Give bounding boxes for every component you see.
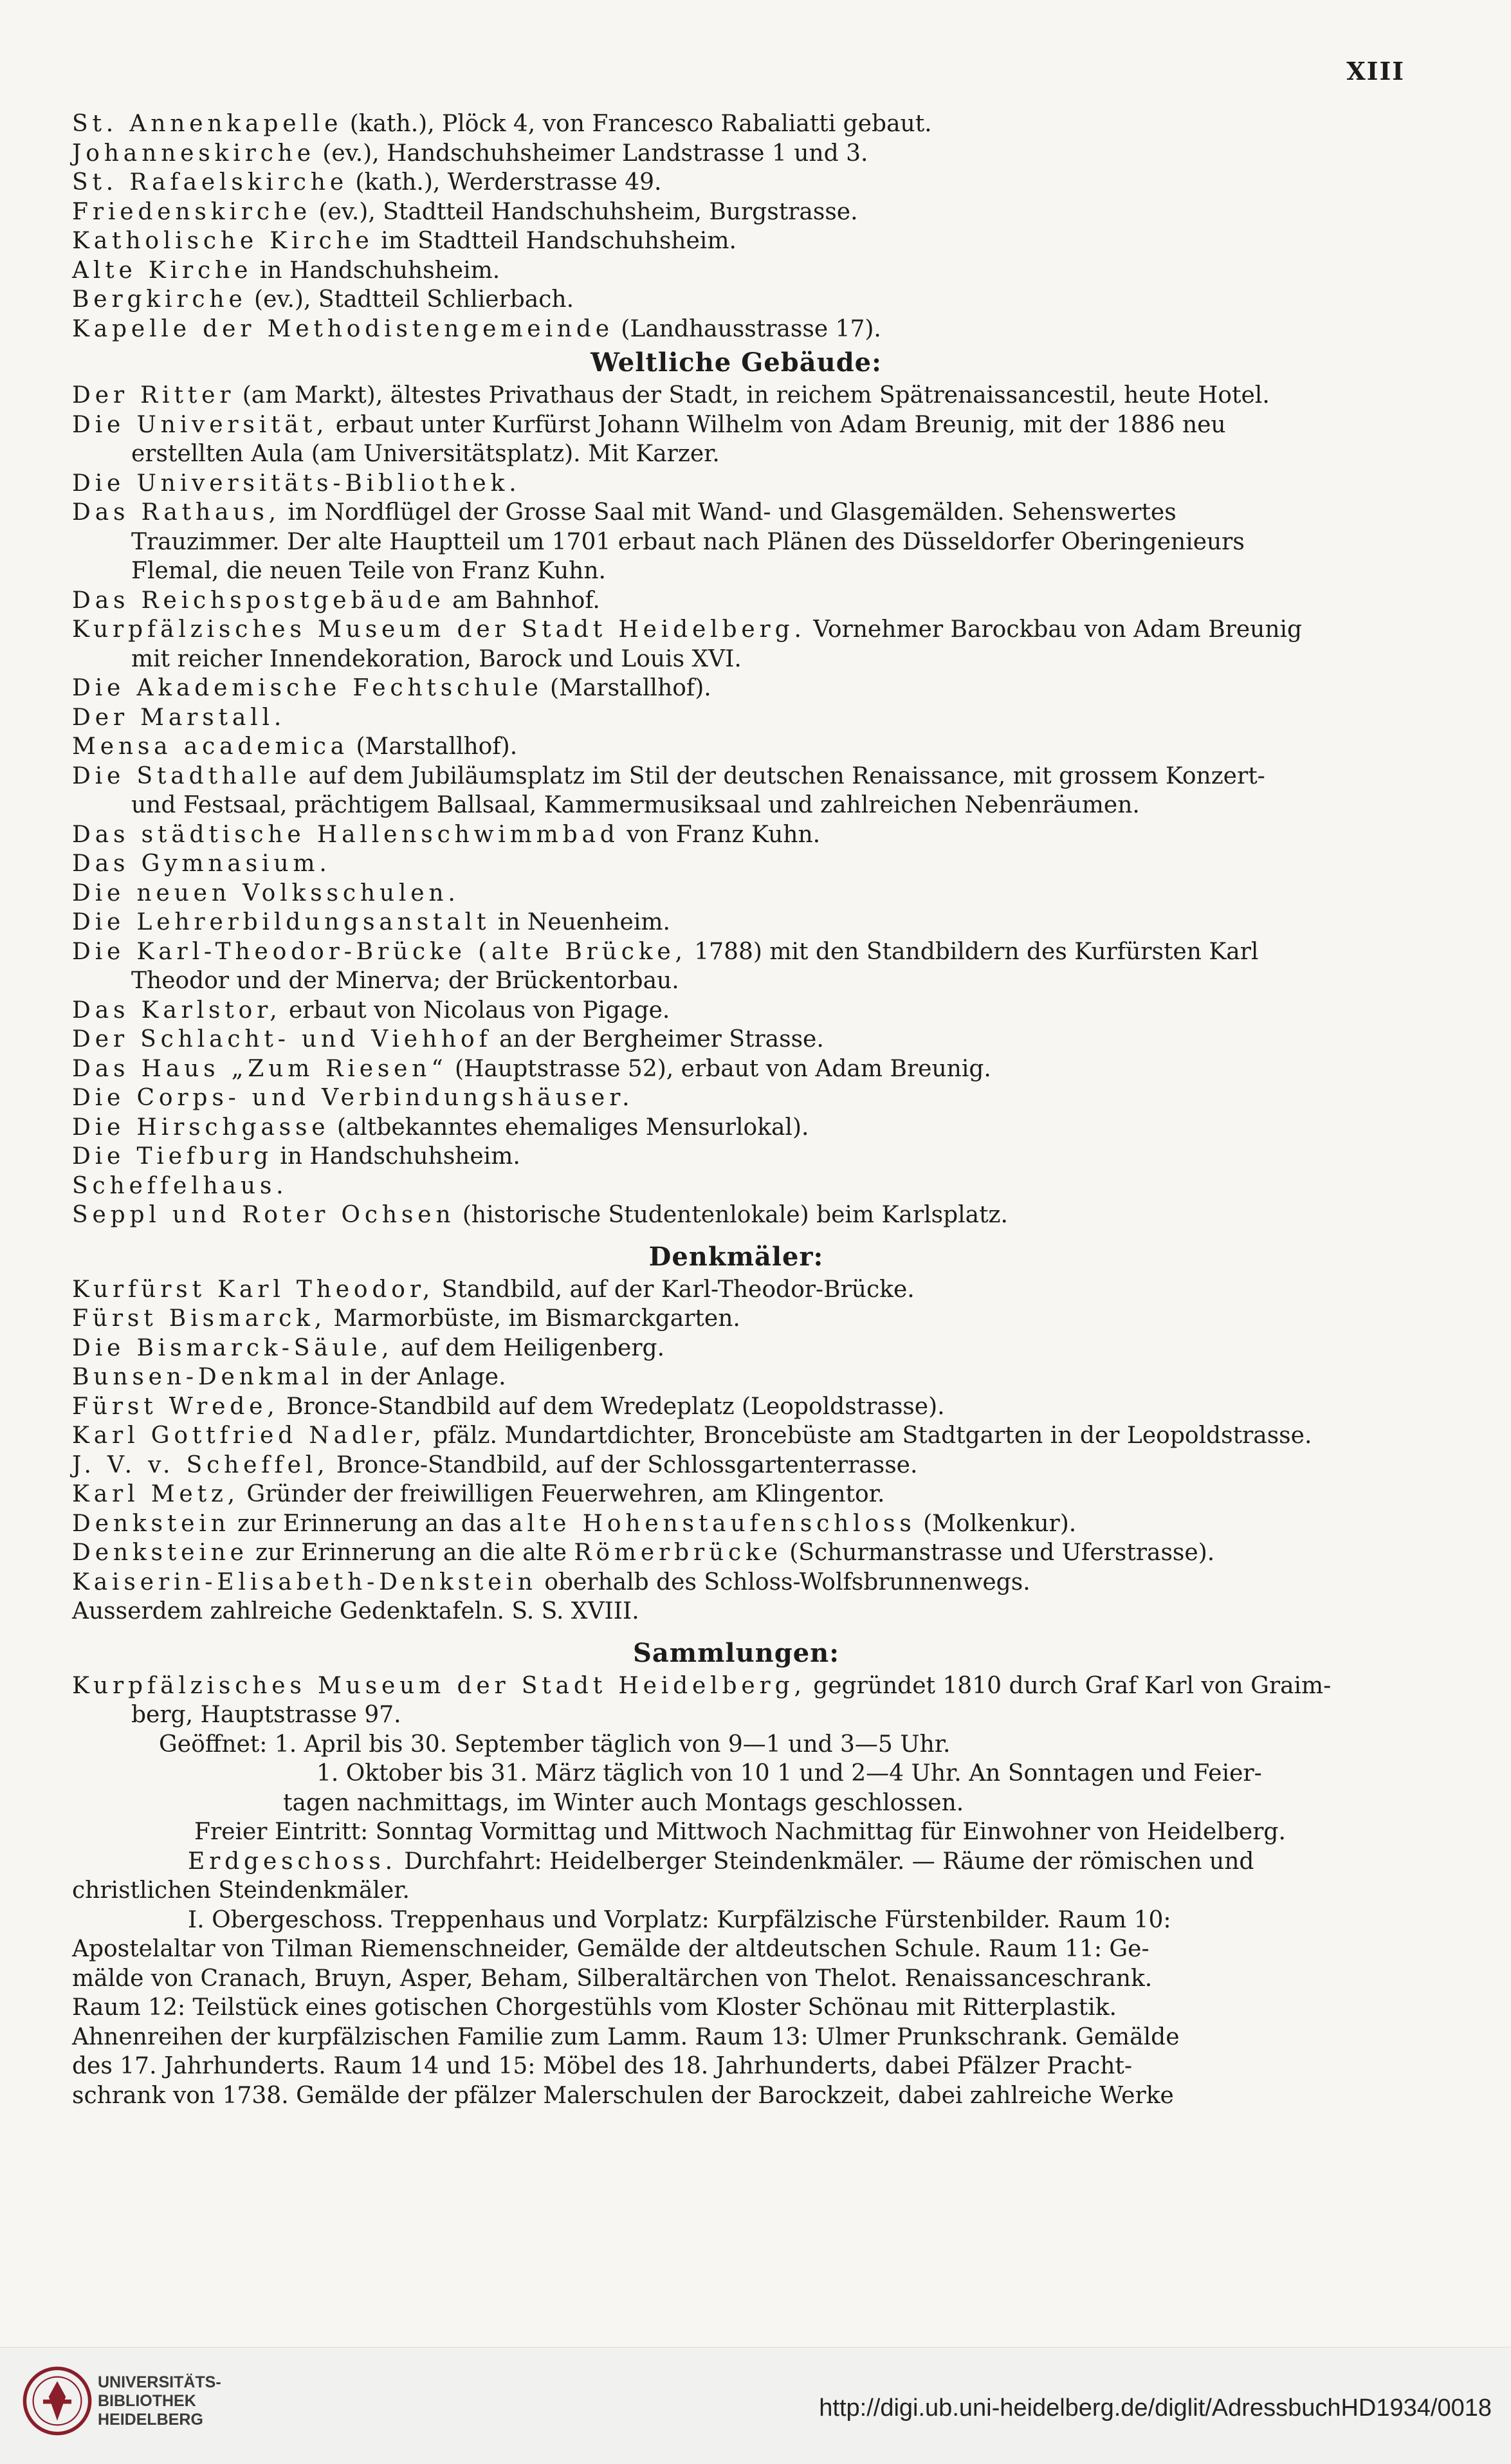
opening-hours: Geöffnet: 1. April bis 30. September täglich von 9—1 und 3—5 Uhr. bbox=[159, 1731, 951, 1758]
list-item: St. Rafaelskirche (kath.), Werderstrasse 49. bbox=[72, 169, 662, 196]
section-heading-secular: Weltliche Gebäude: bbox=[591, 347, 882, 378]
monuments-list bbox=[72, 1275, 1400, 1626]
list-item: Friedenskirche (ev.), Stadtteil Handschuhsheim, Burgstrasse. bbox=[72, 198, 858, 225]
list-item: Kaiserin-Elisabeth-Denkstein oberhalb des Schloss-Wolfsbrunnenwegs. bbox=[72, 1568, 1030, 1595]
list-item: Seppl und Roter Ochsen (historische Studentenlokale) beim Karlsplatz. bbox=[72, 1202, 1008, 1228]
list-item: Alte Kirche in Handschuhsheim. bbox=[72, 257, 500, 284]
list-item: Die Hirschgasse (altbekanntes ehemaliges Mensurlokal). bbox=[72, 1114, 809, 1141]
list-item-continuation: mit reicher Innendekoration, Barock und Louis XVI. bbox=[131, 645, 742, 672]
list-item: Bergkirche (ev.), Stadtteil Schlierbach. bbox=[72, 286, 574, 313]
list-item: Die Universität, erbaut unter Kurfürst Johann Wilhelm von Adam Breunig, mit der 1886 neu bbox=[72, 411, 1226, 438]
list-item: St. Annenkapelle (kath.), Plöck 4, von Francesco Rabaliatti gebaut. bbox=[72, 111, 932, 137]
list-item: Ausserdem zahlreiche Gedenktafeln. S. S. XVIII. bbox=[72, 1598, 639, 1624]
list-item: Karl Gottfried Nadler, pfälz. Mundartdichter, Broncebüste am Stadtgarten in der Leopoldstrasse. bbox=[72, 1422, 1312, 1449]
opening-hours: 1. Oktober bis 31. März täglich von 10 1 und 2—4 Uhr. An Sonntagen und Feier- bbox=[316, 1760, 1262, 1787]
list-item: Das Haus „Zum Riesen“ (Hauptstrasse 52), erbaut von Adam Breunig. bbox=[72, 1055, 991, 1082]
list-item: Kapelle der Methodistengemeinde (Landhausstrasse 17). bbox=[72, 315, 881, 342]
list-item: Kurpfälzisches Museum der Stadt Heidelberg. Vornehmer Barockbau von Adam Breunig bbox=[72, 616, 1303, 643]
list-item: Die neuen Volksschulen. bbox=[72, 879, 460, 906]
page-content bbox=[72, 109, 1400, 2110]
floor-description: Ahnenreihen der kurpfälzischen Familie zum Lamm. Raum 13: Ulmer Prunkschrank. Gemälde bbox=[72, 2023, 1180, 2050]
page-number: XIII bbox=[1346, 57, 1405, 86]
secular-list bbox=[72, 381, 1400, 1230]
section-heading-monuments: Denkmäler: bbox=[648, 1241, 824, 1272]
free-entry: Freier Eintritt: Sonntag Vormittag und Mittwoch Nachmittag für Einwohner von Heidelberg. bbox=[194, 1819, 1286, 1845]
list-item: Das Gymnasium. bbox=[72, 850, 331, 877]
list-item-continuation: Flemal, die neuen Teile von Franz Kuhn. bbox=[131, 558, 606, 584]
ground-floor: Erdgeschoss. Durchfahrt: Heidelberger Steindenkmäler. — Räume der römischen und bbox=[188, 1848, 1254, 1875]
list-item: Mensa academica (Marstallhof). bbox=[72, 733, 518, 760]
list-item: Die Lehrerbildungsanstalt in Neuenheim. bbox=[72, 909, 670, 935]
university-seal-icon bbox=[22, 2366, 93, 2436]
list-item: Katholische Kirche im Stadtteil Handschuhsheim. bbox=[72, 228, 737, 254]
list-item: Bunsen-Denkmal in der Anlage. bbox=[72, 1364, 506, 1390]
list-item-continuation: erstellten Aula (am Universitätsplatz). Mit Karzer. bbox=[131, 441, 720, 467]
list-item: Das Reichspostgebäude am Bahnhof. bbox=[72, 587, 600, 614]
list-item: Die Tiefburg in Handschuhsheim. bbox=[72, 1143, 520, 1170]
collections-block bbox=[72, 1671, 1400, 2111]
list-item: Der Schlacht- und Viehhof an der Bergheimer Strasse. bbox=[72, 1026, 824, 1053]
floor-description: des 17. Jahrhunderts. Raum 14 und 15: Möbel des 18. Jahrhunderts, dabei Pfälzer Pracht- bbox=[72, 2053, 1133, 2079]
list-item: Karl Metz, Gründer der freiwilligen Feuerwehren, am Klingentor. bbox=[72, 1481, 885, 1507]
list-item-continuation: Theodor und der Minerva; der Brückentorbau. bbox=[131, 968, 679, 994]
list-item: Fürst Bismarck, Marmorbüste, im Bismarckgarten. bbox=[72, 1305, 740, 1332]
ground-floor-continuation: christlichen Steindenkmäler. bbox=[72, 1877, 410, 1904]
list-item: Das Rathaus, im Nordflügel der Grosse Saal mit Wand- und Glasgemälden. Sehenswertes bbox=[72, 499, 1177, 526]
list-item: Das städtische Hallenschwimmbad von Franz Kuhn. bbox=[72, 821, 821, 848]
list-item: Johanneskirche (ev.), Handschuhsheimer Landstrasse 1 und 3. bbox=[72, 140, 868, 167]
list-item: Die Bismarck-Säule, auf dem Heiligenberg. bbox=[72, 1334, 665, 1361]
list-item: Die Stadthalle auf dem Jubiläumsplatz im Stil der deutschen Renaissance, mit grossem Konzert- bbox=[72, 762, 1265, 789]
churches-list bbox=[72, 109, 1400, 344]
list-item-continuation: und Festsaal, prächtigem Ballsaal, Kammermusiksaal und zahlreichen Nebenräumen. bbox=[131, 792, 1140, 818]
floor-description: mälde von Cranach, Bruyn, Asper, Beham, Silberaltärchen von Thelot. Renaissanceschrank. bbox=[72, 1965, 1153, 1992]
list-item: Denkstein zur Erinnerung an das alte Hohenstaufenschloss (Molkenkur). bbox=[72, 1510, 1077, 1537]
list-item-continuation: Trauzimmer. Der alte Hauptteil um 1701 erbaut nach Plänen des Düsseldorfer Oberingenieurs bbox=[131, 528, 1245, 555]
source-url-link[interactable]: http://digi.ub.uni-heidelberg.de/diglit/AdressbuchHD1934/0018 bbox=[819, 2395, 1492, 2422]
list-item: J. V. v. Scheffel, Bronce-Standbild, auf der Schlossgartenterrasse. bbox=[72, 1451, 918, 1478]
list-item-continuation: berg, Hauptstrasse 97. bbox=[131, 1702, 401, 1728]
list-item: Der Marstall. bbox=[72, 704, 286, 731]
list-item: Die Corps- und Verbindungshäuser. bbox=[72, 1085, 634, 1111]
list-item: Die Karl-Theodor-Brücke (alte Brücke, 1788) mit den Standbildern des Kurfürsten Karl bbox=[72, 938, 1259, 965]
floor-description: schrank von 1738. Gemälde der pfälzer Malerschulen der Barockzeit, dabei zahlreiche Werke bbox=[72, 2082, 1174, 2109]
list-item: Das Karlstor, erbaut von Nicolaus von Pigage. bbox=[72, 997, 670, 1024]
list-item: Die Universitäts-Bibliothek. bbox=[72, 470, 521, 497]
list-item: Denksteine zur Erinnerung an die alte Römerbrücke (Schurmanstrasse und Uferstrasse). bbox=[72, 1540, 1215, 1566]
list-item: Der Ritter (am Markt), ältestes Privathaus der Stadt, in reichem Spätrenaissancestil, heute Hotel. bbox=[72, 382, 1270, 409]
list-item: Kurfürst Karl Theodor, Standbild, auf der Karl-Theodor-Brücke. bbox=[72, 1276, 915, 1303]
section-heading-collections: Sammlungen: bbox=[632, 1637, 840, 1668]
list-item: Kurpfälzisches Museum der Stadt Heidelberg, gegründet 1810 durch Graf Karl von Graim- bbox=[72, 1672, 1332, 1699]
viewer-footer bbox=[0, 2347, 1511, 2464]
list-item: Scheffelhaus. bbox=[72, 1172, 288, 1199]
floor-description: I. Obergeschoss. Treppenhaus und Vorplatz: Kurpfälzische Fürstenbilder. Raum 10: bbox=[188, 1906, 1171, 1933]
floor-description: Apostelaltar von Tilman Riemenschneider, Gemälde der altdeutschen Schule. Raum 11: Ge- bbox=[72, 1936, 1149, 1962]
opening-hours: tagen nachmittags, im Winter auch Montags geschlossen. bbox=[283, 1789, 964, 1816]
list-item: Die Akademische Fechtschule (Marstallhof). bbox=[72, 675, 711, 701]
library-logo-text: UNIVERSITÄTS- BIBLIOTHEK HEIDELBERG bbox=[98, 2373, 221, 2429]
list-item: Fürst Wrede, Bronce-Standbild auf dem Wredeplatz (Leopoldstrasse). bbox=[72, 1393, 945, 1420]
floor-description: Raum 12: Teilstück eines gotischen Chorgestühls vom Kloster Schönau mit Ritterplastik. bbox=[72, 1994, 1117, 2021]
